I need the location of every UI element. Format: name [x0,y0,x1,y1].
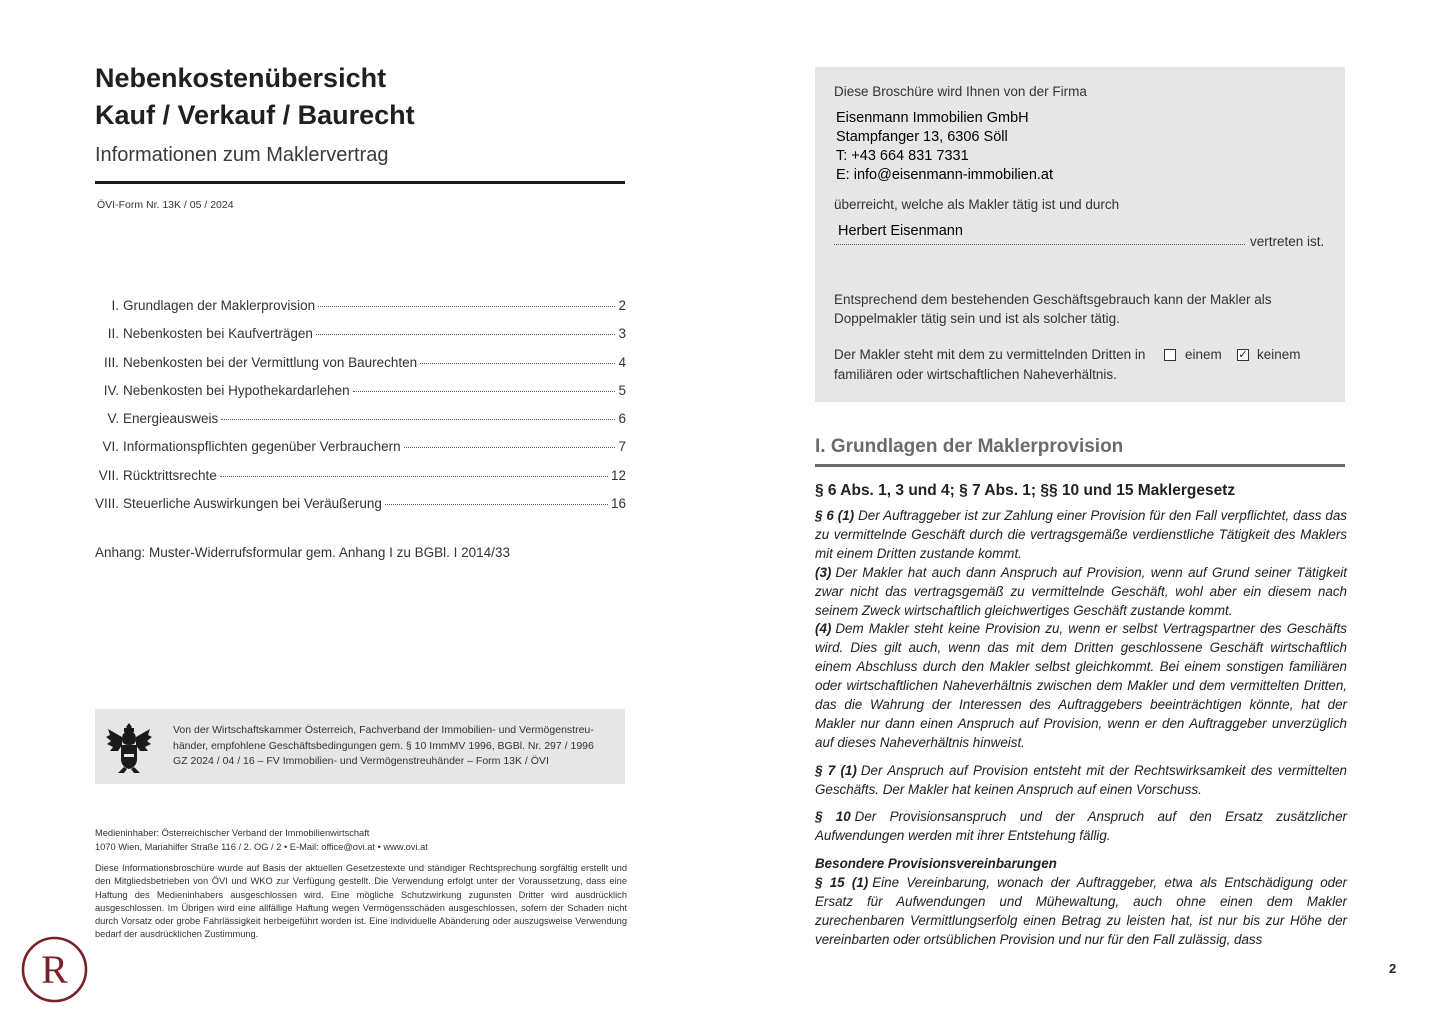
company-street: Stampfanger 13, 6306 Söll [836,129,1008,145]
table-of-contents [95,298,626,524]
toc-title: Rücktrittsrechte [123,467,217,483]
law-paragraph [815,874,1347,950]
toc-number: VI. [102,439,119,455]
paragraph-label: § 10 [815,809,851,824]
toc-number: I. [111,298,119,313]
paragraph-text: Der Anspruch auf Provision entsteht mit der Rechtswirksamkeit des vermittelten Geschäfts. Der Makler hat keinen Anspruch auf einen Vorschuss. [815,763,1347,797]
company-email: E: info@eisenmann-immobilien.at [836,167,1054,183]
wkoe-line: händer, empfohlene Geschäftsbedingungen gem. § 10 ImmMV 1996, BGBl. Nr. 297 / 1996 [173,739,594,752]
toc-page: 12 [610,467,626,483]
toc-item[interactable] [95,496,626,524]
law-paragraph [815,564,1347,621]
toc-page: 2 [618,298,626,313]
document-subtitle: Informationen zum Maklervertrag [95,144,389,166]
wkoe-line: GZ 2024 / 04 / 16 – FV Immobilien- und Vermögenstreuhänder – Form 13K / ÖVI [173,755,549,767]
paragraph-label: § 15 (1) [815,874,869,890]
toc-leader [221,419,615,420]
paragraph-6 [815,507,1347,753]
toc-item[interactable] [95,326,626,354]
representative-name: Herbert Eisenmann [838,223,963,239]
handed-over-text: überreicht, welche als Makler tätig ist und durch [834,197,1120,212]
toc-item[interactable] [95,468,626,496]
checkbox-einem[interactable] [1164,349,1176,361]
form-number: ÖVI-Form Nr. 13K / 05 / 2024 [97,199,234,211]
toc-item[interactable] [95,355,626,383]
law-paragraph [815,808,1347,846]
relationship-text: Der Makler steht mit dem zu vermittelnden Dritten in [834,347,1146,362]
toc-number: V. [107,411,119,427]
toc-title: Nebenkosten bei Hypothekardarlehen [123,382,350,398]
toc-item[interactable] [95,383,626,411]
toc-item[interactable] [95,298,626,326]
toc-page: 4 [618,354,626,370]
represented-text: vertreten ist. [1250,234,1325,249]
wkoe-line: Von der Wirtschaftskammer Österreich, Fachverband der Immobilien- und Vermögenstreu- [173,724,594,736]
appendix-note: Anhang: Muster-Widerrufsformular gem. Anhang I zu BGBl. I 2014/33 [95,545,510,560]
paragraph-text: Der Provisionsanspruch und der Anspruch auf den Ersatz zusätzlicher Aufwendungen werden mit ihrer Entstehung fällig. [815,809,1348,843]
paragraph-label: (3) [815,564,832,580]
company-address [836,109,1053,185]
toc-title: Nebenkosten bei Kaufverträgen [123,326,313,342]
company-phone: T: +43 664 831 7331 [836,148,969,164]
toc-leader [404,447,616,448]
imprint-line: 1070 Wien, Mariahilfer Straße 116 / 2. OG / 2 • E-Mail: office@ovi.at • www.ovi.at [95,842,428,852]
section-heading: I. Grundlagen der Maklerprovision [815,436,1124,457]
toc-leader [385,504,608,505]
toc-title: Steuerliche Auswirkungen bei Veräußerung [123,496,382,512]
company-name: Eisenmann Immobilien GmbH [836,110,1029,126]
logo-letter: R [41,947,68,992]
toc-item[interactable] [95,439,626,467]
austrian-eagle-icon [104,717,154,775]
toc-title: Informationspflichten gegenüber Verbrauchern [123,439,401,455]
paragraph-15 [815,855,1347,950]
toc-item[interactable] [95,411,626,439]
toc-title: Energieausweis [123,411,219,427]
toc-title: Nebenkosten bei der Vermittlung von Baurechten [123,354,418,370]
toc-page: 7 [618,439,626,455]
toc-leader [316,334,616,335]
brochure-intro: Diese Broschüre wird Ihnen von der Firma [834,84,1087,99]
toc-number: II. [107,326,119,342]
toc-leader [353,391,616,392]
imprint [95,826,627,854]
checkbox-keinem[interactable]: ✓ [1238,349,1248,361]
title-rule [95,181,625,184]
paragraph-text: Dem Makler steht keine Provision zu, wenn er selbst Vertragspartner des Geschäfts wird. Dies gilt auch, wenn das mit dem Dritten geschlossene Geschäft wirtschaftlich einem Abschluss durch den Makler selbst gleichkommt. Bei einem sonstigen familiären oder wirtschaftlichen Naheverhältnis zwischen dem Makler und dem vermittelten Dritten, das die Wahrung der Interessen des Auftraggebers beeinträchtigen könnte, hat der Makler nur dann einen Anspruch auf Provision, wenn er den Auftraggeber unverzüglich auf dieses Naheverhältnis hinweist. [815,621,1347,750]
toc-number: III. [103,354,119,370]
paragraph-10 [815,808,1347,846]
double-broker-text: Entsprechend dem bestehenden Geschäftsgebrauch kann der Makler als Doppelmakler tätig sein und ist als solcher tätig. [834,292,1272,326]
document-title: Nebenkostenübersicht [95,63,387,93]
paragraph-text: Eine Vereinbarung, wonach der Auftraggeber, etwa als Entschädigung oder Ersatz für Aufwendungen und Mühewaltung, auch ohne einen dem Makler zurechenbaren Vermittlungserfolg einen Betrag zu leisten hat, ist nur bis zur Höhe der vereinbarten oder ortsüblichen Provision und nur für den Fall zulässig, dass [815,874,1348,947]
wkoe-info-text [173,723,618,770]
page-number: 2 [1389,961,1397,976]
subheading: Besondere Provisionsvereinbarungen [815,856,1057,871]
imprint-line: Medieninhaber: Österreichischer Verband der Immobilienwirtschaft [95,828,370,838]
toc-number: IV. [103,382,119,398]
toc-leader [420,363,615,364]
paragraph-text: Der Auftraggeber ist zur Zahlung einer Provision für den Fall verpflichtet, dass das zu vermittelnde Geschäft durch die vertragsgemäße verdienstliche Tätigkeit des Maklers mit einem Dritten zustande kommt. [815,508,1347,561]
paragraph-label: § 7 (1) [815,763,857,778]
relationship-text-line2: familiären oder wirtschaftlichen Naheverhältnis. [834,367,1117,382]
toc-page: 6 [618,411,626,427]
law-paragraph [815,620,1347,752]
toc-page: 3 [618,326,626,342]
law-paragraph [815,762,1347,800]
paragraph-label: (4) [815,621,832,637]
paragraph-7 [815,762,1347,800]
toc-number: VII. [98,467,119,483]
paragraph-label: § 6 (1) [815,508,855,523]
representative-dotline [834,244,1245,245]
law-heading: § 6 Abs. 1, 3 und 4; § 7 Abs. 1; §§ 10 und 15 Maklergesetz [815,482,1236,499]
section-rule [815,464,1345,467]
paragraph-text: Der Makler hat auch dann Anspruch auf Provision, wenn auf Grund seiner Tätigkeit zwar nicht das vertragsgemäß zu vermittelnde Geschäft, wohl aber ein diesem nach seinem Zweck wirtschaftlich gleichwertiges Geschäft zustande kommt. [815,564,1347,618]
toc-leader [220,476,608,477]
toc-page: 16 [610,496,626,512]
checkbox-keinem-label: keinem [1257,347,1301,362]
disclaimer: Diese Informationsbroschüre wurde auf Basis der aktuellen Gesetzestexte und ständiger Rechtsprechung sorgfältig erstellt und den Mitgliedsbetrieben von ÖVI und WKO zur Verfügung gestellt. Die Verwendung erfolgt unter der Voraussetzung, dass eine Haftung des Medieninhabers ausgeschlossen wird. Eine mögliche Schutzwirkung zugunsten Dritter wird ausdrücklich ausgeschlossen. Im Übrigen wird eine allfällige Haftung wegen Vermögensschäden ausgeschlossen, sofern der Schaden nicht durch Vorsatz oder grobe Fahrlässigkeit herbeigeführt worden ist. Eine individuelle Abänderung oder auszugsweise Verwendung bedarf der ausdrücklichen Zustimmung. [95,863,627,940]
company-logo [21,936,88,1003]
toc-number: VIII. [95,496,120,512]
law-paragraph [815,507,1347,564]
toc-title: Grundlagen der Maklerprovision [123,298,316,313]
document-title-line2: Kauf / Verkauf / Baurecht [95,100,415,130]
toc-leader [318,306,615,307]
toc-page: 5 [618,382,626,398]
checkbox-einem-label: einem [1185,347,1222,362]
